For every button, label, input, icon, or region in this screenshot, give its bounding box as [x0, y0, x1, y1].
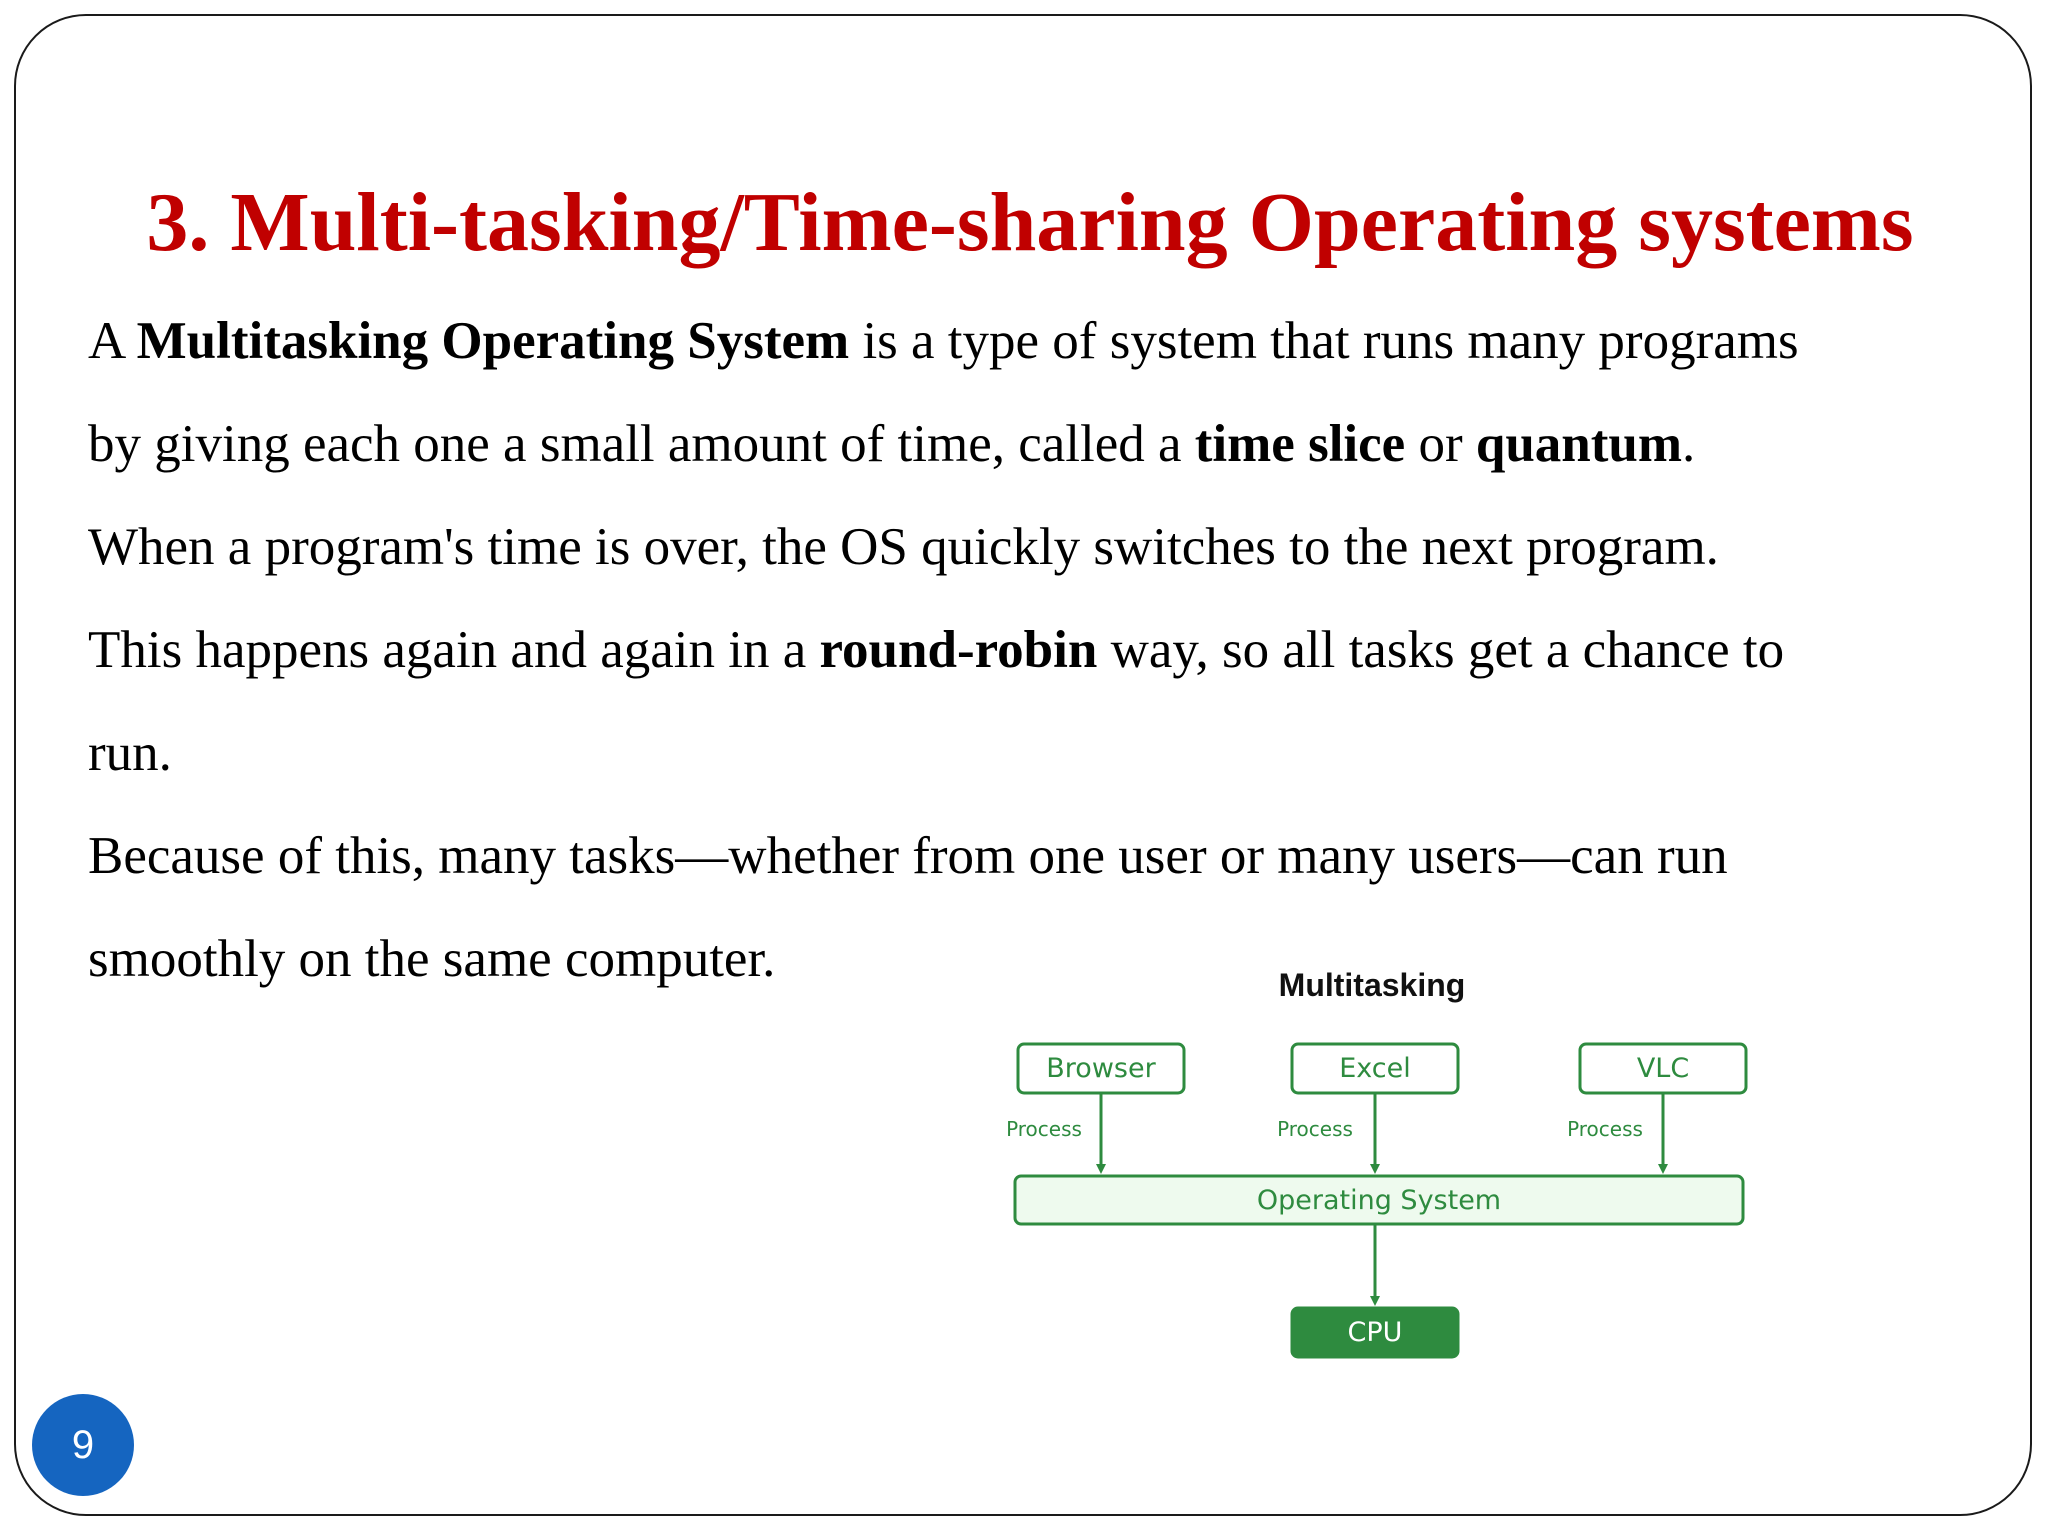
term-round-robin: round-robin: [819, 621, 1098, 679]
term-time-slice: time slice: [1194, 415, 1406, 473]
os-label: Operating System: [1256, 1185, 1502, 1216]
body-line-4: This happens again and again in a round-robin way, so all tasks get a chance to: [88, 621, 1785, 679]
page-number-badge: 9: [32, 1394, 134, 1496]
os-box: [1015, 1176, 1743, 1224]
program-label-browser: Browser: [1046, 1053, 1156, 1084]
process-label-excel: Process: [1277, 1117, 1353, 1141]
diagram-title: Multitasking: [1278, 967, 1466, 1003]
cpu-box: [1292, 1308, 1458, 1357]
slide-title: 3. Multi-tasking/Time-sharing Operating systems: [146, 176, 1914, 269]
body-line-2: by giving each one a small amount of time, called a time slice or quantum.: [88, 415, 1696, 473]
program-box-vlc: [1580, 1044, 1746, 1093]
process-label-browser: Process: [1006, 1117, 1082, 1141]
program-label-excel: Excel: [1339, 1053, 1411, 1084]
term-quantum: quantum: [1475, 415, 1683, 473]
term-multitasking-os: Multitasking Operating System: [136, 312, 850, 370]
body-line-3: When a program's time is over, the OS quickly switches to the next program.: [88, 518, 1719, 576]
body-line-1: A Multitasking Operating System is a type of system that runs many programs: [88, 312, 1799, 370]
body-line-6: Because of this, many tasks—whether from one user or many users—can run: [88, 827, 1728, 885]
program-box-excel: [1292, 1044, 1458, 1093]
body-line-7: smoothly on the same computer.: [88, 930, 776, 988]
cpu-label: CPU: [1347, 1317, 1403, 1348]
process-label-vlc: Process: [1567, 1117, 1643, 1141]
program-label-vlc: VLC: [1636, 1053, 1690, 1084]
multitasking-diagram: [990, 960, 1770, 1370]
body-line-5: run.: [88, 724, 172, 782]
program-box-browser: [1018, 1044, 1184, 1093]
slide-body: [88, 290, 1988, 1011]
